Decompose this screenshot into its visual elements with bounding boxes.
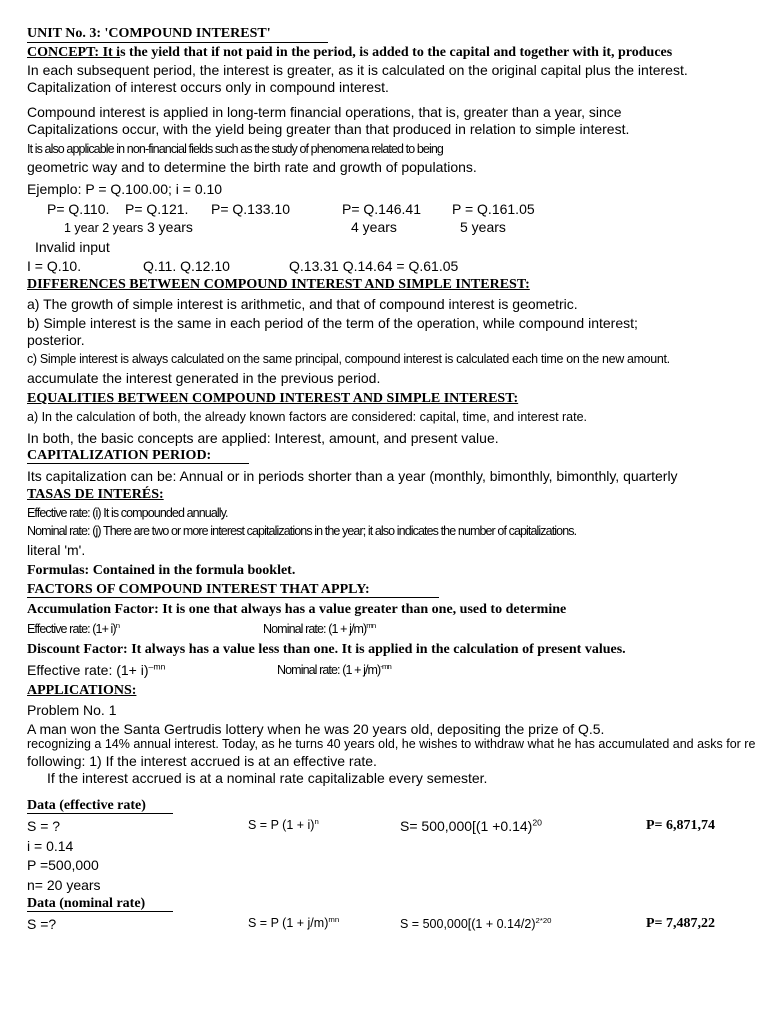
differences-c1: c) Simple interest is always calculated on the same principal, compound interest is calculated each time on the new amount. [27,352,670,366]
data-effective-substitution: $S= 500,000[(1 +0.14)^{20}$ [400,817,542,834]
example-p1: P= Q.110. [47,201,110,217]
concept-line-1: In each subsequent period, the interest is greater, as it is calculated on the original capital plus the interest. [27,62,688,78]
differences-b2: posterior. [27,332,85,348]
problem-line-2: recognizing a 14% annual interest. Today, as he turns 40 years old, he wishes to withdraw what he has accumulated and asks for re [27,737,756,751]
differences-heading: DIFFERENCES BETWEEN COMPOUND INTEREST AND SIMPLE INTEREST: [27,277,530,292]
example-i1: I = Q.10. [27,258,82,274]
example-p5: P = Q.161.05 [452,201,535,217]
data-nominal-result: P= 7,487,22 [646,916,716,931]
problem-line-4: If the interest accrued is at a nominal rate capitalizable every semester. [47,770,488,786]
example-year-5: 5 years [460,219,506,235]
example-p2: P= Q.121. [125,201,189,217]
concept-rest: s the yield that if not paid in the period, is added to the capital and together with it, produces [120,45,673,60]
rates-literal: literal 'm'. [27,542,86,558]
para3-line-1: It is also applicable in non-financial fields such as the study of phenomena related to being [27,142,443,156]
capitalization-heading: CAPITALIZATION PERIOD: [27,448,212,463]
example-years-1-2: 1 year 2 years [64,221,144,235]
problem-title: Problem No. 1 [27,702,117,718]
example-year-4: 4 years [351,219,397,235]
concept-line-2: Capitalization of interest occurs only in compound interest. [27,79,389,95]
title-underline [27,42,328,43]
example-line: Ejemplo: P = Q.100.00; i = 0.10 [27,181,223,197]
formulas-note: Formulas: Contained in the formula booklet. [27,563,296,578]
equalities-heading: EQUALITIES BETWEEN COMPOUND INTEREST AND SIMPLE INTEREST: [27,391,519,406]
data-effective-s: S = ? [27,818,61,834]
para2-line-1: Compound interest is applied in long-term financial operations, that is, greater than a year, since [27,104,622,120]
capitalization-text: Its capitalization can be: Annual or in periods shorter than a year (monthly, bimonthly, bimonthly, quarterly [27,468,678,484]
rates-heading: TASAS DE INTERÉS: [27,487,164,502]
example-i3: Q.13.31 Q.14.64 = Q.61.05 [289,258,459,274]
equalities-b: In both, the basic concepts are applied: Interest, amount, and present value. [27,430,499,446]
para3-line-2: geometric way and to determine the birth rate and growth of populations. [27,159,477,175]
example-year-3: 3 years [147,219,193,235]
rates-effective: Effective rate: (i) It is compounded annually. [27,506,228,520]
data-nominal-substitution: $S = 500,000[(1 + 0.14/2)^{2*20}$ [400,915,552,931]
accumulation-nominal: Nominal rate: $(1 + j/m)^{mn}$ [263,620,376,636]
data-effective-heading: Data (effective rate) [27,798,146,813]
differences-c2: accumulate the interest generated in the previous period. [27,370,381,386]
concept-label: CONCEPT: It i [27,45,121,60]
data-effective-result: P= 6,871,74 [646,818,716,833]
discount-factor: Discount Factor: It always has a value less than one. It is applied in the calculation of present values. [27,642,626,657]
rates-nominal: Nominal rate: (j) There are two or more interest capitalizations in the year; it also indicates the number of capitalizations. [27,524,577,538]
para2-line-2: Capitalizations occur, with the yield being greater than that produced in relation to simple interest. [27,121,630,137]
discount-nominal: Nominal rate: $(1 + j/m)^{-mn}$ [277,661,391,677]
equalities-a: a) In the calculation of both, the already known factors are considered: capital, time, and interest rate. [27,410,588,424]
problem-line-3: following: 1) If the interest accrued is at an effective rate. [27,753,377,769]
differences-a: a) The growth of simple interest is arithmetic, and that of compound interest is geometric. [27,296,578,312]
data-effective-formula: S = P $(1 + i)^n$ [248,816,319,832]
accumulation-factor: Accumulation Factor: It is one that always has a value greater than one, used to determine [27,602,567,617]
example-p3: P= Q.133.10 [211,201,291,217]
data-effective-underline [27,813,173,814]
factors-underline [27,597,439,598]
factors-heading: FACTORS OF COMPOUND INTEREST THAT APPLY: [27,582,370,597]
unit-title: UNIT No. 3: 'COMPOUND INTEREST' [27,26,271,41]
data-nominal-underline [27,911,173,912]
data-nominal-formula: S = P $(1 + j/m)^{mn}$ [248,914,340,930]
example-i2: Q.11. Q.12.10 [143,258,230,274]
invalid-input: Invalid input [35,239,110,255]
data-effective-n: n= 20 years [27,877,101,893]
differences-b1: b) Simple interest is the same in each period of the term of the operation, while compound interest; [27,315,638,331]
discount-effective: Effective rate: $(1+ i)^{-mn}$ [27,661,166,678]
problem-line-1: A man won the Santa Gertrudis lottery when he was 20 years old, depositing the prize of Q.5. [27,721,605,737]
example-p4: P= Q.146.41 [342,201,422,217]
data-nominal-heading: Data (nominal rate) [27,896,146,911]
accumulation-effective: Effective rate: $(1+ i)^n$ [27,620,120,636]
capitalization-underline [27,463,249,464]
concept-line [27,45,672,61]
data-nominal-s: S =? [27,916,57,932]
data-effective-p: P =500,000 [27,857,99,873]
applications-heading: APPLICATIONS: [27,683,137,698]
data-effective-i: i = 0.14 [27,838,74,854]
